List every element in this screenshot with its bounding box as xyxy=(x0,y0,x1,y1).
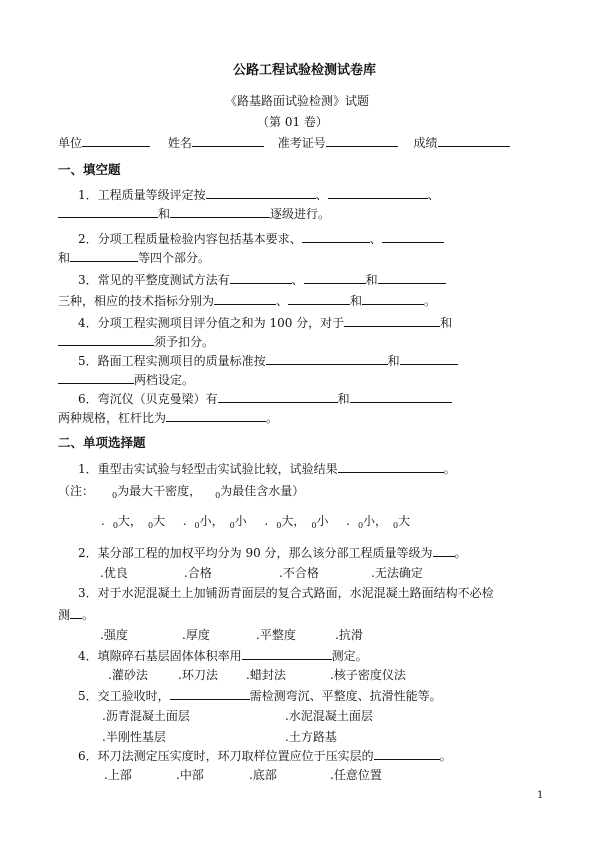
q5-blank-3[interactable] xyxy=(58,371,134,384)
mc-q1-note: （注： $_0$为最大干密度， $_0$为最佳含水量） xyxy=(58,484,305,500)
mc-q5-option-c[interactable]: .半刚性基层 xyxy=(102,730,166,744)
mc-q3-blank[interactable] xyxy=(70,606,82,619)
field-unit-label: 单位 xyxy=(58,136,83,150)
q2-blank-2[interactable] xyxy=(382,230,444,243)
field-name-blank[interactable] xyxy=(192,134,264,147)
info-line xyxy=(58,134,510,151)
q3-blank-3[interactable] xyxy=(378,271,446,284)
mc-q2-option-a[interactable]: .优良 xyxy=(100,566,128,580)
option-b[interactable]: . $_0$小， $_0$小 xyxy=(182,514,247,530)
q2-blank-1[interactable] xyxy=(302,230,370,243)
q6-blank-3[interactable] xyxy=(166,409,266,422)
mc-q3-option-a[interactable]: .强度 xyxy=(100,628,128,642)
field-unit-blank[interactable] xyxy=(82,134,150,147)
q5-line1: 5．路面工程实测项目的质量标准按 和 xyxy=(78,352,458,369)
mc-q3-option-c[interactable]: .平整度 xyxy=(256,628,296,642)
q6-line2: 两种规格，杠杆比为 。 xyxy=(58,411,279,425)
mc-q3-line1: 3．对于水泥混凝土上加铺沥青面层的复合式路面，水泥混凝土路面结构不必检 xyxy=(78,586,494,600)
q6-line1: 6．弯沉仪（贝克曼梁）有 和 xyxy=(78,390,452,407)
mc-q4: 4．填隙碎石基层固体体积率用 测定。 xyxy=(78,649,368,663)
field-ticket-label: 准考证号 xyxy=(277,136,326,150)
exam-title: 公路工程试验检测试卷库 xyxy=(233,63,377,78)
q3-blank-5[interactable] xyxy=(288,292,350,305)
page-number: 1 xyxy=(537,790,544,801)
q3-blank-6[interactable] xyxy=(362,292,424,305)
q3-blank-2[interactable] xyxy=(304,271,366,284)
mc-q2-option-c[interactable]: .不合格 xyxy=(279,566,319,580)
exam-subtitle: 《路基路面试验检测》试题 xyxy=(225,94,370,108)
q2-line2: 和 等四个部分。 xyxy=(58,251,211,265)
mc-q4-option-d[interactable]: .核子密度仪法 xyxy=(330,668,406,682)
mc-q6-option-d[interactable]: .任意位置 xyxy=(330,768,382,782)
mc-q2-option-d[interactable]: .无法确定 xyxy=(371,566,423,580)
q6-blank-2[interactable] xyxy=(350,390,452,403)
section1-heading: 一、填空题 xyxy=(58,162,121,177)
mc-q1: 1．重型击实试验与轻型击实试验比较，试验结果 。 xyxy=(78,462,456,476)
exam-volume: （第 01 卷） xyxy=(257,115,328,129)
mc-q4-option-b[interactable]: .环刀法 xyxy=(178,668,218,682)
q3-blank-4[interactable] xyxy=(214,292,276,305)
q1-blank-4[interactable] xyxy=(170,205,270,218)
q1-blank-1[interactable] xyxy=(206,186,316,199)
mc-q6-option-b[interactable]: .中部 xyxy=(176,768,204,782)
q2-blank-3[interactable] xyxy=(70,249,138,262)
option-d[interactable]: . $_0$小， $_0$大 xyxy=(346,514,411,530)
mc-q4-blank[interactable] xyxy=(242,647,332,660)
q3-line1: 3．常见的平整度测试方法有 、 和 xyxy=(78,271,446,288)
mc-q5-option-b[interactable]: .水泥混凝土面层 xyxy=(285,709,373,723)
mc-q6-blank[interactable] xyxy=(374,747,440,760)
field-score-blank[interactable] xyxy=(438,134,510,147)
q5-blank-1[interactable] xyxy=(266,352,388,365)
q3-blank-1[interactable] xyxy=(230,271,292,284)
mc-q3-option-b[interactable]: .厚度 xyxy=(182,628,210,642)
mc-q6-option-c[interactable]: .底部 xyxy=(249,768,277,782)
q1-blank-2[interactable] xyxy=(328,186,428,199)
mc-q5-option-d[interactable]: .土方路基 xyxy=(285,730,337,744)
field-score-label: 成绩 xyxy=(413,136,438,150)
q2-line1: 2．分项工程质量检验内容包括基本要求、 、 xyxy=(78,230,444,247)
q5-blank-2[interactable] xyxy=(400,352,458,365)
mc-q4-option-a[interactable]: .灌砂法 xyxy=(108,668,148,682)
field-ticket-blank[interactable] xyxy=(326,134,398,147)
option-a[interactable]: . $_0$大， $_0$大 xyxy=(101,514,166,530)
q4-line1: 4．分项工程实测项目评分值之和为 100 分，对于 和 xyxy=(78,316,453,330)
q5-line2: 两档设定。 xyxy=(58,371,194,388)
mc-q5-option-a[interactable]: .沥青混凝土面层 xyxy=(102,709,190,723)
q3-line2: 三种，相应的技术指标分别为 、 和 。 xyxy=(58,294,437,308)
q6-blank-1[interactable] xyxy=(218,390,338,403)
mc-q6: 6．环刀法测定压实度时，环刀取样位置应位于压实层的 。 xyxy=(78,749,452,763)
mc-q1-blank[interactable] xyxy=(338,460,444,473)
q4-line2: 须予扣分。 xyxy=(58,333,214,350)
q4-blank-1[interactable] xyxy=(344,314,440,327)
mc-q1-options xyxy=(101,513,410,534)
mc-q5-blank[interactable] xyxy=(170,687,250,700)
q1-blank-3[interactable] xyxy=(58,205,158,218)
mc-q4-option-c[interactable]: .蜡封法 xyxy=(246,668,286,682)
option-c[interactable]: . $_0$大， $_0$小 xyxy=(264,514,329,530)
field-name-label: 姓名 xyxy=(167,136,192,150)
mc-q3-line2: 测 。 xyxy=(58,608,95,622)
q4-blank-2[interactable] xyxy=(58,333,154,346)
mc-q5: 5．交工验收时， 需检测弯沉、平整度、抗滑性能等。 xyxy=(78,689,442,703)
section2-heading: 二、单项选择题 xyxy=(58,435,146,450)
mc-q2: 2．某分部工程的加权平均分为 90 分，那么该分部工程质量等级为 。 xyxy=(78,546,467,560)
q1-line2: 和 逐级进行。 xyxy=(58,205,330,222)
mc-q6-option-a[interactable]: .上部 xyxy=(104,768,132,782)
q1-line1: 1．工程质量等级评定按 、 、 xyxy=(78,188,440,202)
mc-q2-blank[interactable] xyxy=(433,544,455,557)
mc-q2-option-b[interactable]: .合格 xyxy=(184,566,212,580)
mc-q3-option-d[interactable]: .抗滑 xyxy=(335,628,363,642)
